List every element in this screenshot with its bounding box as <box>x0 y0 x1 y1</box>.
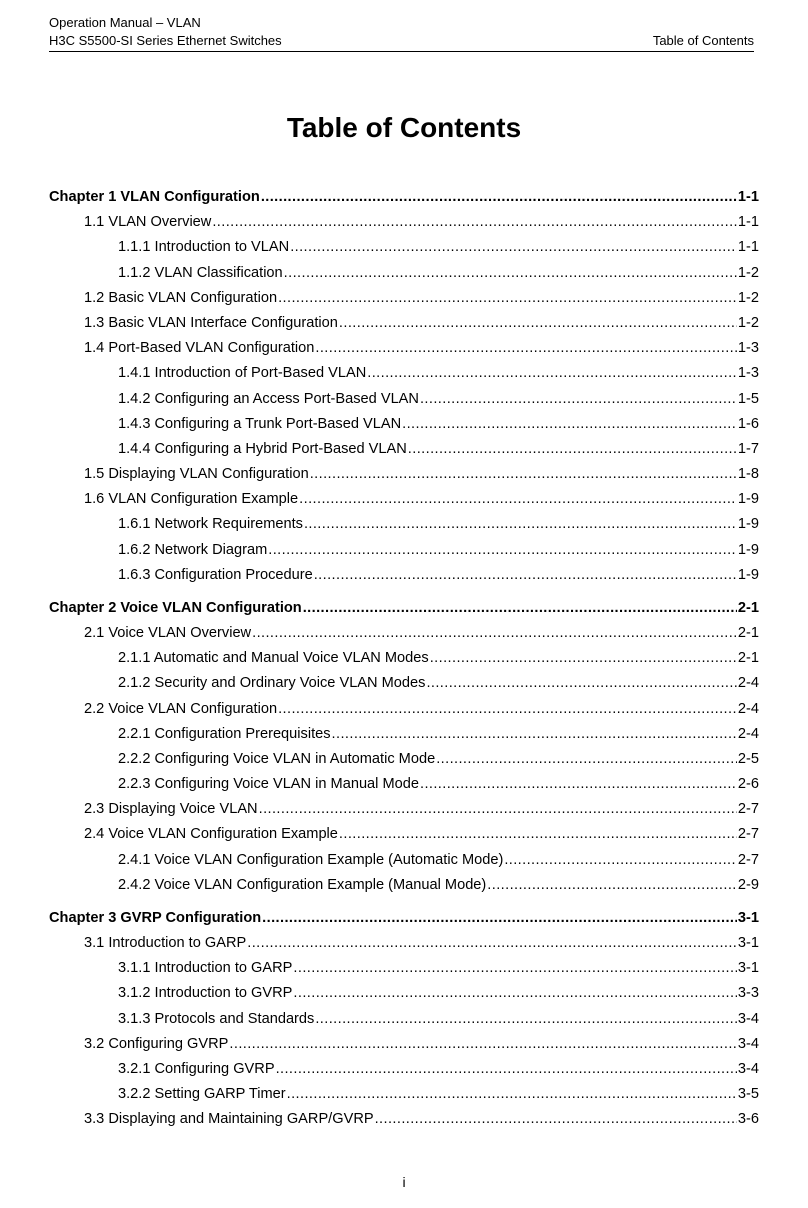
header-manual-title: Operation Manual – VLAN <box>49 15 201 30</box>
toc-entry-page: 2-1 <box>737 624 759 641</box>
toc-subsection-entry[interactable] <box>49 772 759 797</box>
toc-section-entry[interactable] <box>49 462 759 487</box>
toc-subsection-entry[interactable] <box>49 512 759 537</box>
toc-section-entry[interactable] <box>49 621 759 646</box>
dot-leader <box>276 1057 737 1082</box>
toc-entry-title: 2.4.2 Voice VLAN Configuration Example (Manual Mode) <box>118 876 487 893</box>
dot-leader <box>293 981 736 1006</box>
toc-entry-page: 1-6 <box>737 415 759 432</box>
toc-subsection-entry[interactable] <box>49 361 759 386</box>
toc-section-entry[interactable] <box>49 1107 759 1132</box>
dot-leader <box>303 596 737 621</box>
toc-entry-title: 1.4.1 Introduction of Port-Based VLAN <box>118 365 367 382</box>
toc-entry-title: 1.5 Displaying VLAN Configuration <box>84 466 309 483</box>
dot-leader <box>436 747 737 772</box>
toc-section-entry[interactable] <box>49 311 759 336</box>
toc-entry-title: 2.1.1 Automatic and Manual Voice VLAN Modes <box>118 650 429 667</box>
dot-leader <box>402 412 737 437</box>
toc-section-entry[interactable] <box>49 822 759 847</box>
dot-leader <box>420 772 737 797</box>
toc-entry-title: 3.2.1 Configuring GVRP <box>118 1060 275 1077</box>
toc-section-entry[interactable] <box>49 797 759 822</box>
dot-leader <box>304 512 737 537</box>
dot-leader <box>262 906 737 931</box>
toc-entry-title: 1.6.3 Configuration Procedure <box>118 566 313 583</box>
toc-entry-title: 1.3 Basic VLAN Interface Configuration <box>84 314 338 331</box>
toc-subsection-entry[interactable] <box>49 387 759 412</box>
toc-entry-title: 1.6 VLAN Configuration Example <box>84 491 299 508</box>
dot-leader <box>487 873 737 898</box>
toc-entry-title: Chapter 1 VLAN Configuration <box>49 189 260 205</box>
toc-entry-page: 2-7 <box>737 851 759 868</box>
toc-entry-page: 1-5 <box>737 390 759 407</box>
toc-entry-page: 1-8 <box>737 466 759 483</box>
dot-leader <box>212 210 737 235</box>
toc-entry-title: Chapter 2 Voice VLAN Configuration <box>49 599 302 616</box>
dot-leader <box>420 387 737 412</box>
toc-entry-page: 2-4 <box>737 725 759 742</box>
toc-subsection-entry[interactable] <box>49 747 759 772</box>
toc-entry-title: 2.2 Voice VLAN Configuration <box>84 700 278 717</box>
header-section-name: Table of Contents <box>652 33 754 48</box>
toc-entry-title: 3.1 Introduction to GARP <box>84 935 247 952</box>
toc-entry-title: 2.4.1 Voice VLAN Configuration Example (Automatic Mode) <box>118 851 504 868</box>
toc-entry-title: 2.4 Voice VLAN Configuration Example <box>84 826 338 843</box>
dot-leader <box>314 563 737 588</box>
toc-entry-title: 3.1.1 Introduction to GARP <box>118 960 293 977</box>
toc-entry-title: 1.1.1 Introduction to VLAN <box>118 239 290 256</box>
dot-leader <box>229 1032 737 1057</box>
toc-entry-page: 2-4 <box>737 675 759 692</box>
dot-leader <box>290 235 737 260</box>
toc-entry-page: 2-1 <box>737 650 759 667</box>
dot-leader <box>315 336 737 361</box>
toc-subsection-entry[interactable] <box>49 671 759 696</box>
toc-entry-title: 2.3 Displaying Voice VLAN <box>84 801 258 818</box>
toc-subsection-entry[interactable] <box>49 873 759 898</box>
toc-entry-title: 1.4.3 Configuring a Trunk Port-Based VLAN <box>118 415 402 432</box>
toc-section-entry[interactable] <box>49 286 759 311</box>
toc-entry-title: 1.4.4 Configuring a Hybrid Port-Based VLAN <box>118 440 407 457</box>
toc-chapter-entry[interactable] <box>49 185 759 210</box>
toc-entry-page: 2-1 <box>737 599 759 616</box>
toc-subsection-entry[interactable] <box>49 412 759 437</box>
dot-leader <box>339 822 737 847</box>
header-rule <box>49 51 754 52</box>
toc-subsection-entry[interactable] <box>49 848 759 873</box>
toc-subsection-entry[interactable] <box>49 563 759 588</box>
toc-entry-page: 1-2 <box>737 314 759 331</box>
toc-subsection-entry[interactable] <box>49 956 759 981</box>
dot-leader <box>259 797 737 822</box>
toc-entry-page: 3-1 <box>737 935 759 952</box>
toc-chapter-entry[interactable] <box>49 596 759 621</box>
dot-leader <box>278 286 737 311</box>
page-title: Table of Contents <box>286 112 522 143</box>
toc-subsection-entry[interactable] <box>49 1057 759 1082</box>
dot-leader <box>247 931 737 956</box>
toc-entry-page: 3-1 <box>737 960 759 977</box>
page-number: i <box>402 1174 406 1190</box>
toc-entry-page: 2-7 <box>737 801 759 818</box>
dot-leader <box>315 1007 737 1032</box>
toc-entry-title: 1.2 Basic VLAN Configuration <box>84 289 278 306</box>
toc-entry-title: 3.1.2 Introduction to GVRP <box>118 985 293 1002</box>
toc-entry-page: 1-9 <box>737 566 759 583</box>
toc-entry-page: 2-7 <box>737 826 759 843</box>
toc-entry-page: 1-3 <box>737 340 759 357</box>
toc-subsection-entry[interactable] <box>49 1007 759 1032</box>
toc-subsection-entry[interactable] <box>49 437 759 462</box>
toc-entry-title: 1.4 Port-Based VLAN Configuration <box>84 340 315 357</box>
toc-subsection-entry[interactable] <box>49 538 759 563</box>
toc-entry-page: 3-6 <box>737 1111 759 1128</box>
dot-leader <box>284 261 737 286</box>
dot-leader <box>339 311 737 336</box>
toc-entry-title: 1.6.2 Network Diagram <box>118 541 268 558</box>
toc-section-entry[interactable] <box>49 336 759 361</box>
toc-section-entry[interactable] <box>49 931 759 956</box>
toc-entry-page: 1-2 <box>737 264 759 281</box>
toc-entry-page: 1-1 <box>737 189 759 205</box>
toc-entry-title: 1.6.1 Network Requirements <box>118 516 303 533</box>
header-product-name: H3C S5500-SI Series Ethernet Switches <box>49 33 282 48</box>
toc-subsection-entry[interactable] <box>49 1082 759 1107</box>
toc-section-entry[interactable] <box>49 697 759 722</box>
toc-entry-title: 2.2.3 Configuring Voice VLAN in Manual Mode <box>118 776 419 793</box>
toc-entry-title: 3.1.3 Protocols and Standards <box>118 1010 315 1027</box>
toc-entry-page: 2-5 <box>737 750 759 767</box>
chapter-spacer <box>49 588 759 596</box>
toc-entry-title: 1.1.2 VLAN Classification <box>118 264 283 281</box>
toc-entry-page: 1-7 <box>737 440 759 457</box>
toc-entry-title: Chapter 3 GVRP Configuration <box>49 909 262 926</box>
dot-leader <box>261 185 737 210</box>
chapter-spacer <box>49 898 759 906</box>
dot-leader <box>278 697 737 722</box>
toc-chapter-entry[interactable] <box>49 906 759 931</box>
dot-leader <box>293 956 736 981</box>
toc-entry-page: 1-3 <box>737 365 759 382</box>
toc-entry-page: 2-4 <box>737 700 759 717</box>
toc-subsection-entry[interactable] <box>49 646 759 671</box>
toc-entry-title: 2.1.2 Security and Ordinary Voice VLAN Modes <box>118 675 426 692</box>
toc-entry-page: 3-4 <box>737 1010 759 1027</box>
toc-entry-page: 3-4 <box>737 1035 759 1052</box>
toc-entry-title: 3.2 Configuring GVRP <box>84 1035 229 1052</box>
toc-entry-page: 3-3 <box>737 985 759 1002</box>
toc-entry-page: 1-9 <box>737 491 759 508</box>
toc-subsection-entry[interactable] <box>49 261 759 286</box>
toc-section-entry[interactable] <box>49 487 759 512</box>
toc-entry-page: 3-1 <box>737 909 759 926</box>
dot-leader <box>252 621 737 646</box>
dot-leader <box>268 538 737 563</box>
dot-leader <box>332 722 737 747</box>
dot-leader <box>299 487 737 512</box>
dot-leader <box>375 1107 737 1132</box>
dot-leader <box>408 437 737 462</box>
toc-entry-title: 2.2.2 Configuring Voice VLAN in Automatic Mode <box>118 750 436 767</box>
table-of-contents <box>49 185 759 1133</box>
toc-entry-page: 1-1 <box>737 239 759 256</box>
dot-leader <box>426 671 736 696</box>
dot-leader <box>287 1082 737 1107</box>
toc-entry-title: 2.2.1 Configuration Prerequisites <box>118 725 331 742</box>
toc-entry-page: 3-4 <box>737 1060 759 1077</box>
toc-subsection-entry[interactable] <box>49 722 759 747</box>
toc-entry-title: 1.4.2 Configuring an Access Port-Based VLAN <box>118 390 419 407</box>
toc-entry-page: 2-6 <box>737 776 759 793</box>
toc-entry-page: 2-9 <box>737 876 759 893</box>
toc-section-entry[interactable] <box>49 1032 759 1057</box>
toc-entry-page: 1-1 <box>737 214 759 231</box>
toc-entry-title: 2.1 Voice VLAN Overview <box>84 624 252 641</box>
dot-leader <box>504 848 737 873</box>
running-header <box>49 14 754 50</box>
toc-entry-title: 3.3 Displaying and Maintaining GARP/GVRP <box>84 1111 374 1128</box>
dot-leader <box>430 646 737 671</box>
toc-entry-page: 3-5 <box>737 1086 759 1103</box>
toc-entry-page: 1-2 <box>737 289 759 306</box>
toc-section-entry[interactable] <box>49 210 759 235</box>
toc-entry-title: 1.1 VLAN Overview <box>84 214 212 231</box>
toc-entry-title: 3.2.2 Setting GARP Timer <box>118 1086 286 1103</box>
toc-subsection-entry[interactable] <box>49 235 759 260</box>
toc-entry-page: 1-9 <box>737 516 759 533</box>
dot-leader <box>310 462 737 487</box>
toc-subsection-entry[interactable] <box>49 981 759 1006</box>
dot-leader <box>367 361 737 386</box>
toc-entry-page: 1-9 <box>737 541 759 558</box>
